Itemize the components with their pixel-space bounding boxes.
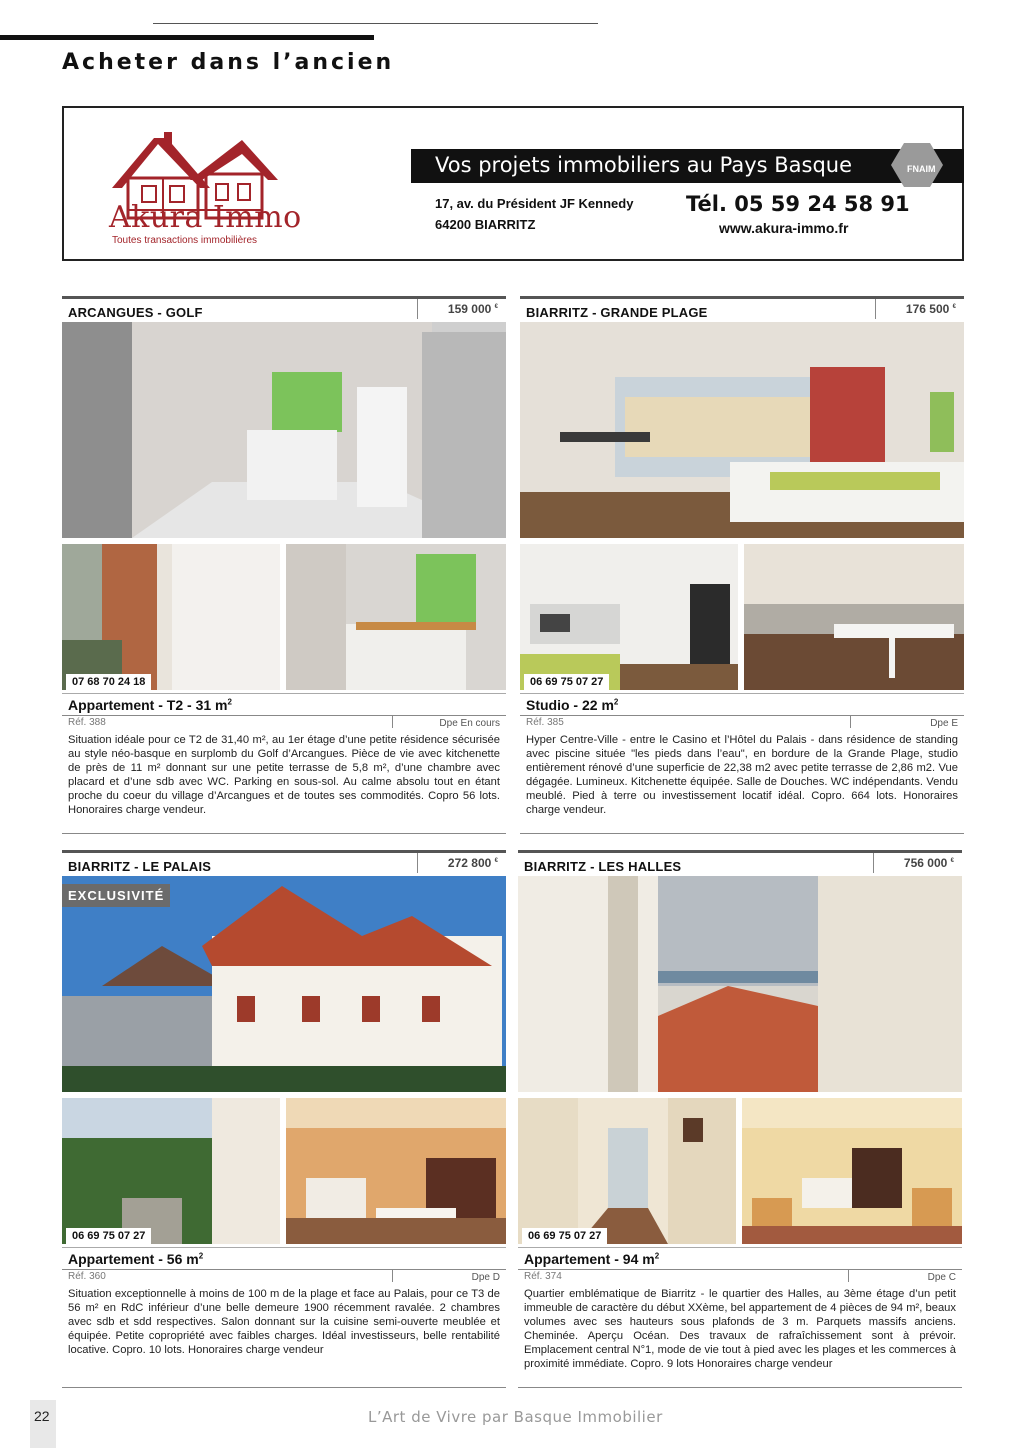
listing-location: ARCANGUES - GOLF xyxy=(68,305,203,320)
listing-main-photo[interactable] xyxy=(62,322,506,538)
top-rule-thick xyxy=(0,35,374,40)
listing-main-photo[interactable] xyxy=(520,322,964,538)
listing-ref-row xyxy=(62,1269,506,1283)
listing-price: 756 000 € xyxy=(903,856,954,870)
listing-phone[interactable]: 06 69 75 07 27 xyxy=(66,1228,151,1244)
listing-ref-row xyxy=(520,715,964,729)
listing-card[interactable] xyxy=(518,850,962,1388)
listing-photo-hallway[interactable] xyxy=(518,1098,736,1244)
listing-ref: Réf. 374 xyxy=(524,1271,562,1282)
listing-description: Situation exceptionnelle à moins de 100 m de la plage et face au Palais, pour ce T3 de 56 m² en RdC inférieur d’une belle demeure 1900 récemment ravalée. 2 chambres avec sdb et sdd respectives. Salon donnant sur la cuisine semi-ouverte meublée et équipée. Petite copropriété avec faibles charges. Idéal investisseurs, belle rentabilité locative. Copro. 10 lots. Honoraires charge vendeur xyxy=(68,1288,500,1356)
ref-divider xyxy=(392,716,393,728)
listing-ref: Réf. 388 xyxy=(68,717,106,728)
listing-dpe: Dpe D xyxy=(471,1272,500,1283)
listing-header xyxy=(518,853,874,873)
page-number: 22 xyxy=(34,1408,50,1424)
listing-bottom-rule xyxy=(518,1387,962,1388)
section-title: Acheter dans l’ancien xyxy=(62,50,395,75)
listing-title: Appartement - T2 - 31 $m^2$ xyxy=(68,697,232,713)
fnaim-badge-label: FNAIM xyxy=(907,164,936,174)
listing-ref-row xyxy=(62,715,506,729)
top-rule-thin xyxy=(153,23,598,24)
ref-divider xyxy=(850,716,851,728)
agency-tagline: Toutes transactions immobilières xyxy=(112,235,258,246)
listing-bottom-rule xyxy=(520,833,964,834)
listing-header xyxy=(62,299,418,319)
listing-phone[interactable]: 06 69 75 07 27 xyxy=(524,674,609,690)
listing-title: Studio - 22 $m^2$ xyxy=(526,697,619,713)
listing-price: 272 800 € xyxy=(447,856,498,870)
listing-photo-living-room[interactable] xyxy=(286,1098,506,1244)
listing-photo-balcony[interactable] xyxy=(62,544,280,690)
agency-banner xyxy=(62,106,964,261)
listing-price: 176 500 € xyxy=(905,302,956,316)
listing-ref: Réf. 360 xyxy=(68,1271,106,1282)
listing-dpe: Dpe E xyxy=(930,718,958,729)
listing-ref: Réf. 385 xyxy=(526,717,564,728)
listing-photo-dining-room[interactable] xyxy=(742,1098,962,1244)
listing-dpe: Dpe C xyxy=(927,1272,956,1283)
listing-photo-garden[interactable] xyxy=(62,1098,280,1244)
listing-title-rule xyxy=(520,693,964,694)
agency-address-line2: 64200 BIARRITZ xyxy=(435,217,536,232)
exclusivity-badge: EXCLUSIVITÉ xyxy=(62,884,170,907)
agency-name: Akura Immo xyxy=(109,200,302,235)
listing-card[interactable] xyxy=(520,296,964,834)
listing-bottom-rule xyxy=(62,1387,506,1388)
agency-address-line1: 17, av. du Président JF Kennedy xyxy=(435,196,634,211)
listing-card[interactable] xyxy=(62,850,506,1388)
agency-website[interactable]: www.akura-immo.fr xyxy=(719,220,849,236)
listing-photo-terrace[interactable] xyxy=(744,544,964,690)
listing-location: BIARRITZ - LES HALLES xyxy=(524,859,682,874)
listing-phone[interactable]: 07 68 70 24 18 xyxy=(66,674,151,690)
slogan-bar xyxy=(411,149,964,183)
listing-location: BIARRITZ - LE PALAIS xyxy=(68,859,212,874)
listing-price: 159 000 € xyxy=(447,302,498,316)
listing-phone[interactable]: 06 69 75 07 27 xyxy=(522,1228,607,1244)
ref-divider xyxy=(848,1270,849,1282)
listing-main-photo[interactable] xyxy=(518,876,962,1092)
agency-phone: Tél. 05 59 24 58 91 xyxy=(686,192,910,216)
footer-publication: L’Art de Vivre par Basque Immobilier xyxy=(368,1408,663,1426)
listing-location: BIARRITZ - GRANDE PLAGE xyxy=(526,305,708,320)
listing-bottom-rule xyxy=(62,833,506,834)
listing-dpe: Dpe En cours xyxy=(439,718,500,729)
listing-title: Appartement - 56 $m^2$ xyxy=(68,1251,204,1267)
listing-title-rule xyxy=(518,1247,962,1248)
listing-header xyxy=(520,299,876,319)
listing-photo-kitchen[interactable] xyxy=(286,544,506,690)
listing-description: Quartier emblématique de Biarritz - le quartier des Halles, au 3ème étage d’un petit immeuble de caractère du début XXème, bel appartement de 4 pièces de 94 m², beaux volumes avec ses hauteurs sous plafonds de 3 m. Parquets massifs anciens. Cheminée. Aperçu Océan. Des travaux de rafraîchissement sont à prévoir. Emplacement central N°1, mode de vie tout à pied avec les plages et les commerces à proximité immédiate. Copro. 9 lots Honoraires charge vendeur xyxy=(524,1288,956,1370)
agency-slogan: Vos projets immobiliers au Pays Basque xyxy=(435,153,853,177)
listing-description: Situation idéale pour ce T2 de 31,40 m², au 1er étage d’une petite résidence sécurisée au style néo-basque en surplomb du Golf d’Arcangues. Pièce de vie avec kitchenette de près de 11 m² donnant sur une petite terrasse de 5,8 m², d’une chambre avec placard et d’une sdb avec WC. Parking en sous-sol. Au calme absolu tout en étant proche du coeur du village d’Arcangues et de toutes ses commodités. Copro 56 lots. Honoraires charge vendeur. xyxy=(68,734,500,816)
listing-header xyxy=(62,853,418,873)
listing-main-photo[interactable] xyxy=(62,876,506,1092)
listing-description: Hyper Centre-Ville - entre le Casino et l’Hôtel du Palais - dans résidence de standing avec piscine située "les pieds dans l’eau", en bordure de la Grande Plage, studio entièrement rénové d’une superficie de 22,38 m2 avec petite terrasse de 2,86 m2. Vue dégagée. Lumineux. Kitchenette équipée. Salle de Douches. WC indépendants. Vendu meublé. Pied à terre ou investissement locatif idéal. Copro. 664 lots. Honoraires charge vendeur. xyxy=(526,734,958,816)
listing-title-rule xyxy=(62,693,506,694)
listing-photo-kitchenette[interactable] xyxy=(520,544,738,690)
listing-ref-row xyxy=(518,1269,962,1283)
listing-title-rule xyxy=(62,1247,506,1248)
listing-title: Appartement - 94 $m^2$ xyxy=(524,1251,660,1267)
ref-divider xyxy=(392,1270,393,1282)
listing-card[interactable] xyxy=(62,296,506,834)
